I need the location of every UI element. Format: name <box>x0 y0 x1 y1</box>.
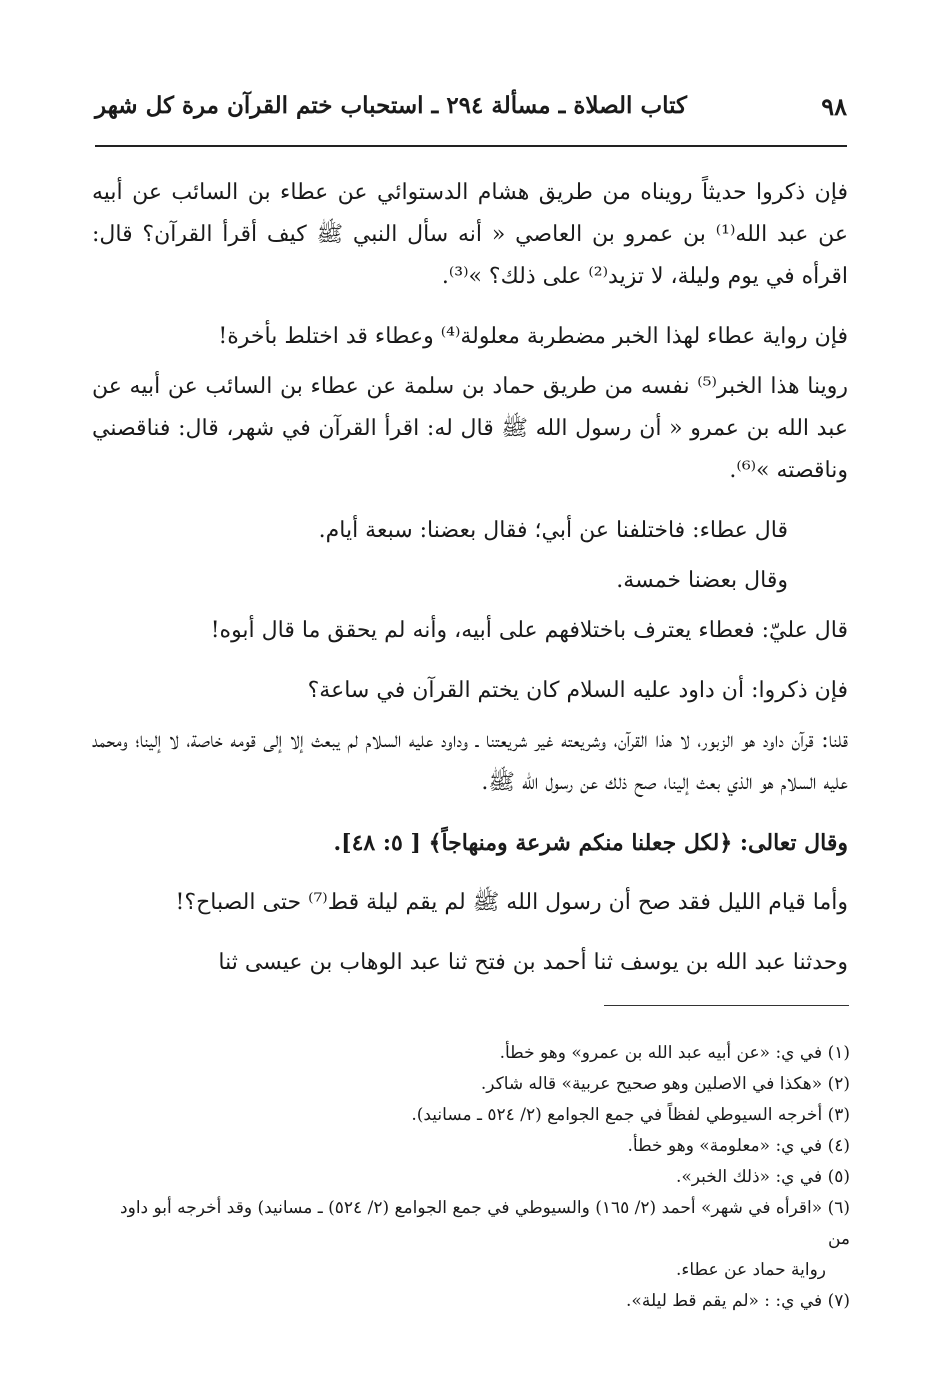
paragraph-4: قال عطاء: فاختلفنا عن أبي؛ فقال بعضنا: سبعة أيام. <box>318 518 788 543</box>
paragraph-8: قلنا: قرآن داود هو الزبور، لا هذا القرآن، وشريعته غير شريعتنا ـ وداود عليه السلام لم يبعث إلا إلى قومه خاصة، لا إلينا؛ ومحمد عليه السلام هو الذي بعث إلينا، صح ذلك عن رسول الله ﷺ. <box>92 728 848 795</box>
paragraph-3: روينا هذا الخبر⁽⁵⁾ نفسه من طريق حماد بن سلمة عن عطاء بن السائب عن أبيه عن عبد الله بن عمرو « أن رسول الله ﷺ قال له: اقرأ القرآن في شهر، قال: فناقصني وناقصته »⁽⁶⁾. <box>92 374 848 483</box>
page-number: ٩٨ <box>821 92 847 121</box>
page-header <box>95 88 847 132</box>
paragraph-6: قال عليّ: فعطاء يعترف باختلافهم على أبيه، وأنه لم يحقق ما قال أبوه! <box>210 618 848 643</box>
footnote-4: (٤) في ي: «معلومة» وهو خطأ. <box>627 1136 850 1156</box>
footnote-2: (٢) «هكذا في الاصلين وهو صحيح عربية» قاله شاكر. <box>480 1074 850 1094</box>
footnote-7: (٧) في ي: : «لم يقم قط ليلة». <box>626 1291 850 1311</box>
paragraph-11: وحدثنا عبد الله بن يوسف ثنا أحمد بن فتح ثنا عبد الوهاب بن عيسى ثنا <box>218 950 848 975</box>
paragraph-2: فإن رواية عطاء لهذا الخبر مضطربة معلولة⁽⁴⁾ وعطاء قد اختلط بأخرة! <box>218 324 848 349</box>
footnote-rule <box>604 1005 849 1006</box>
footnote-1: (١) في ي: «عن أبيه عبد الله بن عمرو» وهو خطأ. <box>499 1043 850 1063</box>
paragraph-10: وأما قيام الليل فقد صح أن رسول الله ﷺ لم يقم ليلة قط⁽⁷⁾ حتى الصباح؟! <box>175 890 848 915</box>
footnote-6: (٦) «اقرأه في شهر» أحمد (٢/ ١٦٥) والسيوطي في جمع الجوامع (٢/ ٥٢٤) ـ مسانيد) وقد أخرجه أبو داود من <box>120 1198 850 1249</box>
running-title: كتاب الصلاة ـ مسألة ٢٩٤ ـ استحباب ختم القرآن مرة كل شهر <box>95 92 687 119</box>
paragraph-7: فإن ذكروا: أن داود عليه السلام كان يختم القرآن في ساعة؟ <box>307 678 848 703</box>
footnote-5: (٥) في ي: «ذلك الخبر». <box>675 1167 850 1187</box>
header-rule <box>95 145 847 147</box>
paragraph-1: فإن ذكروا حديثاً رويناه من طريق هشام الدستوائي عن عطاء بن السائب عن أبيه عن عبد الله⁽¹⁾ بن عمرو بن العاصي « أنه سأل النبي ﷺ كيف أقرأ القرآن؟ قال: اقرأه في يوم وليلة، لا تزيد⁽²⁾ على ذلك؟ »⁽³⁾. <box>92 180 848 289</box>
paragraph-9-verse: وقال تعالى: ﴿لكل جعلنا منكم شرعة ومنهاجاً﴾ [ ٥: ٤٨]. <box>333 830 848 856</box>
footnotes <box>100 1038 850 1317</box>
footnote-3: (٣) أخرجه السيوطي لفظاً في جمع الجوامع (٢/ ٥٢٤ ـ مسانيد). <box>411 1105 850 1125</box>
footnote-6-continued: رواية حماد عن عطاء. <box>675 1260 826 1280</box>
main-text <box>92 172 848 992</box>
paragraph-5: وقال بعضنا خمسة. <box>616 568 788 593</box>
